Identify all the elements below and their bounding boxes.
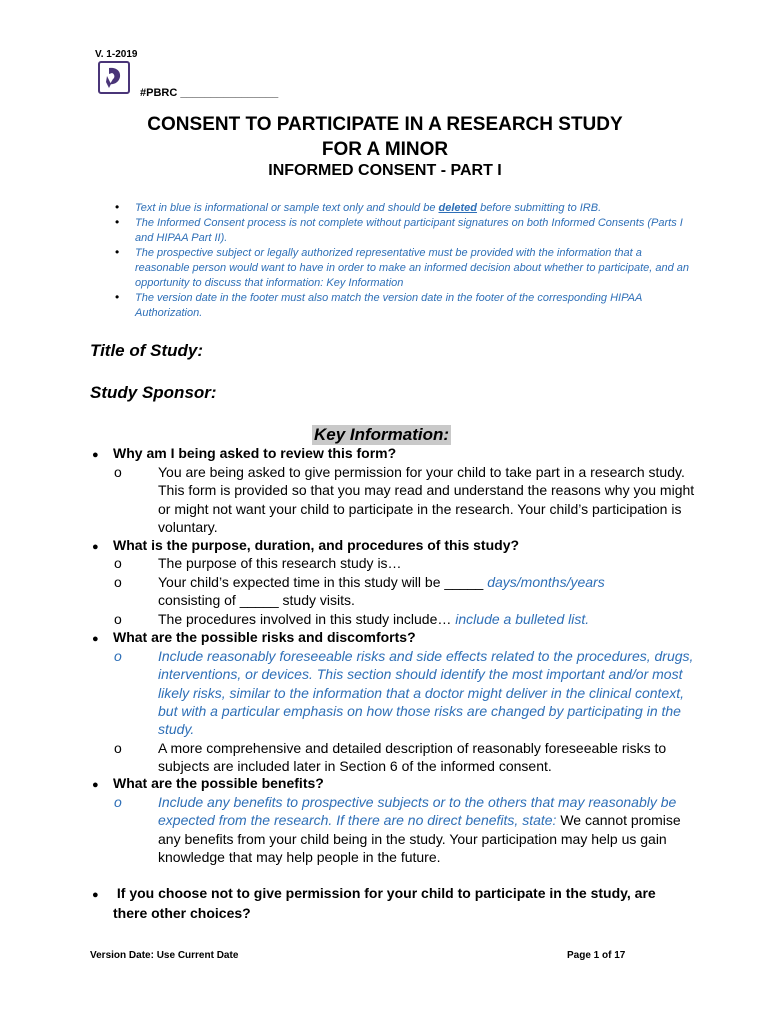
question-4: ● What are the possible benefits? <box>92 775 324 791</box>
document-title-line2: FOR A MINOR <box>321 139 449 160</box>
answer-3-1: o Include reasonably foreseeable risks and side effects related to the procedures, drugs, interventions, or devices. This section should identify the most important and/or most likely risks, similar to the information that a doctor might deliver in the clinical context, but with a particular emphasis on how those risks are changed by participating in the study. <box>114 648 694 738</box>
circle-bullet-icon: o <box>114 464 122 480</box>
version-label: V. 1-2019 <box>95 49 138 60</box>
bullet-icon: ● <box>92 449 99 461</box>
pbrc-number: #PBRC ________________ <box>140 87 279 99</box>
answer-1-1: o You are being asked to give permission for your child to take part in a research study. This form is provided so that you may read and understand the reasons why you might or might not want your child to participate in the research. Your child’s participation is voluntary. <box>114 464 695 535</box>
answer-2-3: o The procedures involved in this study include… include a bulleted list. <box>114 611 590 627</box>
note-item: • Text in blue is informational or sample text only and should be deleted before submitting to IRB. <box>118 201 698 216</box>
document-title: CONSENT TO PARTICIPATE IN A RESEARCH STUDY <box>147 114 623 135</box>
study-sponsor-label: Study Sponsor: <box>90 383 217 402</box>
question-5: ● If you choose not to give permission for your child to participate in the study, are there other choices? <box>92 885 656 921</box>
note-item: • The prospective subject or legally authorized representative must be provided with the information that a reasonable person would want to have in order to make an informed decision about whether to participate, and an opportunity to discuss that information: Key Information <box>118 246 698 291</box>
document-subtitle: INFORMED CONSENT - PART I <box>268 162 502 179</box>
footer-page-number: Page 1 of 17 <box>567 950 626 961</box>
circle-bullet-icon: o <box>114 555 122 571</box>
answer-4-1: o Include any benefits to prospective subjects or to the others that may reasonably be expected from the research. If there are no direct benefits, state: We cannot promise any benefits from your child being in the study. Your participation may help us gain knowledge that may help people in the future. <box>114 794 681 865</box>
footer-version-date: Version Date: Use Current Date <box>90 950 239 961</box>
deleted-word: deleted <box>438 202 478 214</box>
answer-2-1: o The purpose of this research study is… <box>114 555 402 571</box>
pbrc-logo-icon <box>98 61 130 94</box>
bullet-icon: ● <box>92 633 99 645</box>
answer-3-2: o A more comprehensive and detailed description of reasonably foreseeable risks to subjects are included later in Section 6 of the informed consent. <box>114 740 667 775</box>
answer-2-2: o Your child’s expected time in this study will be _____ days/months/years consisting of _____ study visits. <box>114 574 605 609</box>
circle-bullet-icon: o <box>114 574 122 590</box>
question-1: ● Why am I being asked to review this form? <box>92 445 397 461</box>
key-information-heading: Key Information: <box>314 425 450 444</box>
circle-bullet-icon: o <box>114 648 122 664</box>
circle-bullet-icon: o <box>114 794 122 810</box>
question-2: ● What is the purpose, duration, and procedures of this study? <box>92 537 520 553</box>
circle-bullet-icon: o <box>114 740 122 756</box>
note-item: • The version date in the footer must also match the version date in the footer of the corresponding HIPAA Authorization. <box>118 291 698 321</box>
instruction-notes <box>118 201 698 321</box>
circle-bullet-icon: o <box>114 611 122 627</box>
question-3: ● What are the possible risks and discomforts? <box>92 629 416 645</box>
bullet-icon: ● <box>92 889 99 901</box>
title-of-study-label: Title of Study: <box>90 341 204 360</box>
bullet-icon: ● <box>92 779 99 791</box>
note-item: • The Informed Consent process is not complete without participant signatures on both Informed Consents (Parts I and HIPAA Part II). <box>118 216 698 246</box>
bullet-icon: ● <box>92 541 99 553</box>
